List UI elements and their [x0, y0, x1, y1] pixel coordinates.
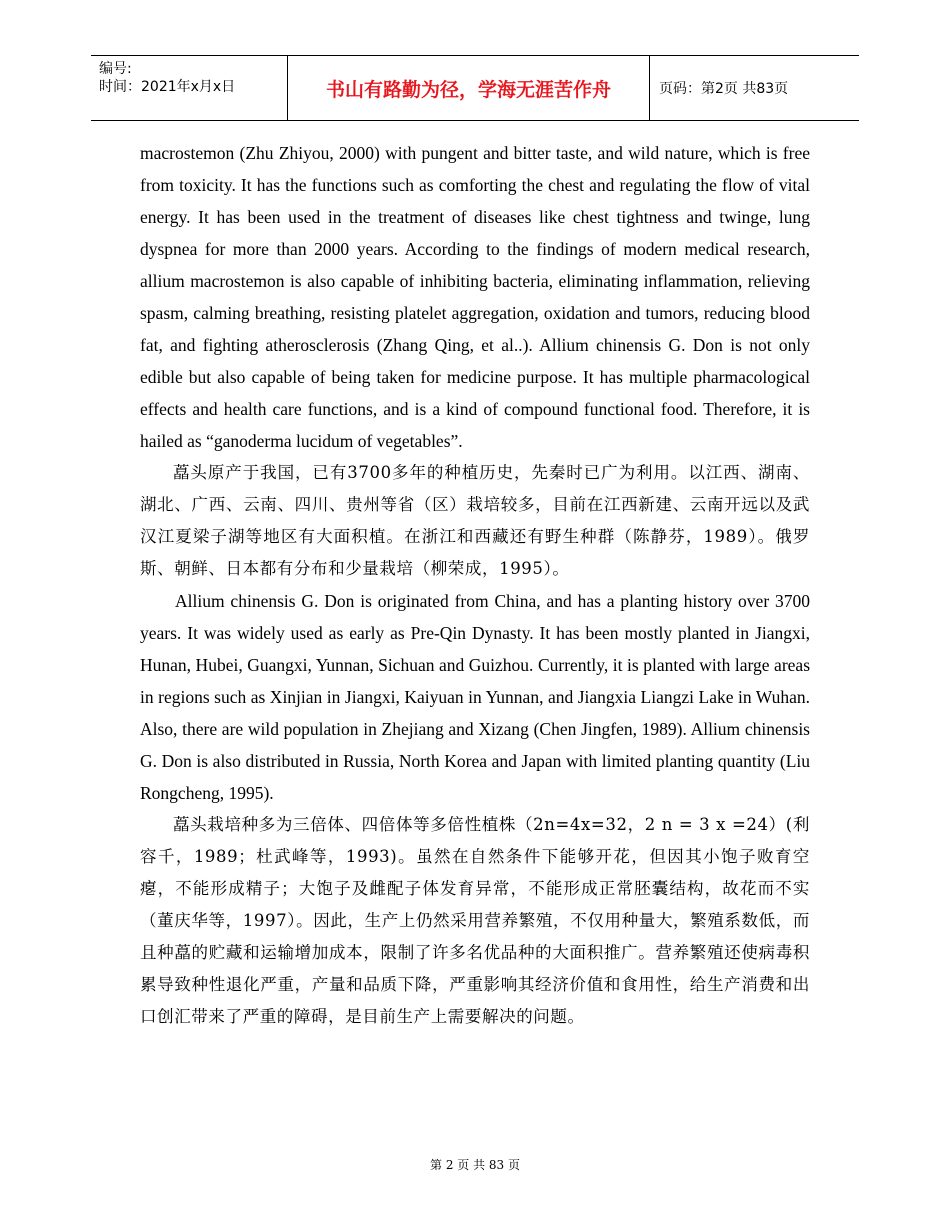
- document-number-label: 编号:: [99, 61, 132, 77]
- paragraph-english-2: Allium chinensis G. Don is originated from China, and has a planting history over 3700 years. It was widely used as early as Pre-Qin Dynasty. It has been mostly planted in Jiangxi, Hunan, Hubei, Guangxi, Yunnan, Sichuan and Guizhou. Currently, it is planted with large areas in regions such as Xinjian in Jiangxi, Kaiyuan in Yunnan, and Jiangxia Liangzi Lake in Wuhan. Also, there are wild population in Zhejiang and Xizang (Chen Jingfen, 1989). Allium chinensis G. Don is also distributed in Russia, North Korea and Japan with limited planting quantity (Liu Rongcheng, 1995).: [140, 591, 810, 803]
- paragraph-chinese-2: 藠头栽培种多为三倍体、四倍体等多倍性植株（2n=4x=32，2 n = 3 x =24）(利容千，1989；杜武峰等，1993)。虽然在自然条件下能够开花，但因其小饱子败育空瘪，不能形成精子；大饱子及雌配子体发育异常，不能形成正常胚囊结构，故花而不实（董庆华等，1997）。因此，生产上仍然采用营养繁殖，不仅用种量大，繁殖系数低，而且种藠的贮藏和运输增加成本，限制了许多名优品种的大面积推广。营养繁殖还使病毒积累导致种性退化严重，产量和品质下降，严重影响其经济价值和食用性，给生产消费和出口创汇带来了严重的障碍，是目前生产上需要解决的问题。: [140, 815, 810, 1026]
- header-motto: 书山有路勤为径，学海无涯苦作舟: [287, 56, 650, 120]
- document-body: [140, 137, 810, 1033]
- header-meta: [91, 56, 287, 120]
- document-time-label: 时间：2021年x月x日: [99, 79, 236, 95]
- page-footer: 第 2 页 共 83 页: [430, 1158, 520, 1172]
- paragraph-chinese-1: 藠头原产于我国，已有3700多年的种植历史，先秦时已广为利用。以江西、湖南、湖北、广西、云南、四川、贵州等省（区）栽培较多，目前在江西新建、云南开远以及武汉江夏梁子湖等地区有大面积植。在浙江和西藏还有野生种群（陈静芬，1989）。俄罗斯、朝鲜、日本都有分布和少量栽培（柳荣成，1995）。: [140, 463, 810, 578]
- paragraph-english-1: macrostemon (Zhu Zhiyou, 2000) with pungent and bitter taste, and wild nature, which is free from toxicity. It has the functions such as comforting the chest and regulating the flow of vital energy. It has been used in the treatment of diseases like chest tightness and twinge, lung dyspnea for more than 2000 years. According to the findings of modern medical research, allium macrostemon is also capable of inhibiting bacteria, eliminating inflammation, relieving spasm, calming breathing, resisting platelet aggregation, oxidation and tumors, reducing blood fat, and fighting atherosclerosis (Zhang Qing, et al..). Allium chinensis G. Don is not only edible but also capable of being taken for medicine purpose. It has multiple pharmacological effects and health care functions, and is a kind of compound functional food. Therefore, it is hailed as “ganoderma lucidum of vegetables”.: [140, 143, 810, 451]
- page-header: [91, 55, 859, 121]
- header-page-info: 页码：第2页 共83页: [659, 81, 789, 97]
